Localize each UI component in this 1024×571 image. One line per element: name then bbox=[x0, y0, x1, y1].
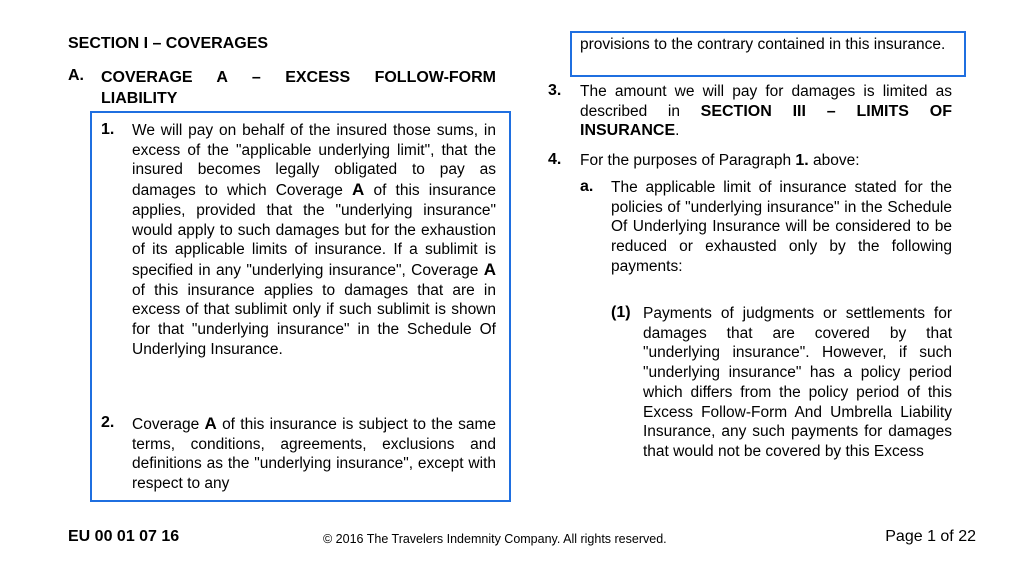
coverage-title-line1: COVERAGE A – EXCESS FOLLOW-FORM bbox=[101, 69, 496, 86]
item-number-a: a. bbox=[580, 178, 594, 195]
item-number-1: 1. bbox=[101, 121, 115, 138]
item-number-2: 2. bbox=[101, 414, 115, 431]
item-2-text bbox=[132, 414, 496, 494]
item-1-text-part: of this insurance applies, provided that the "underlying insurance" would apply to such damages but for the exhaustion of its applicable limits of insurance. If a sublimit is specified in any "underlying insurance", Coverage bbox=[132, 182, 496, 279]
item-3-text-part: . bbox=[675, 122, 680, 140]
item-number-1-paren: (1) bbox=[611, 304, 631, 321]
item-1-text bbox=[132, 121, 496, 359]
item-4-text bbox=[580, 151, 952, 171]
form-id: EU 00 01 07 16 bbox=[68, 528, 180, 545]
coverage-title-line2: LIABILITY bbox=[101, 90, 178, 107]
item-3-text-part: The amount we will pay for damages is limited as described in bbox=[580, 83, 952, 120]
item-1-paren-text: Payments of judgments or settlements for damages that are covered by that "underlying insurance". However, if such "underlying insurance" has a policy period which differs from the policy period of this Excess Follow-Form And Umbrella Liability Insurance, any such payments for damages that would not be covered by this Excess bbox=[643, 305, 952, 460]
item-1-text-part: of this insurance applies to damages that are in excess of that sublimit only if such sublimit is shown for that "underlying insurance" in the Schedule Of Underlying Insurance. bbox=[132, 281, 496, 358]
coverage-letter: A. bbox=[68, 67, 84, 84]
item-3-text bbox=[580, 82, 952, 141]
item-2-text-part: of this insurance is subject to the same terms, conditions, agreements, exclusions and definitions as the "underlying insurance", except with respect to any bbox=[132, 416, 497, 493]
continued-text: provisions to the contrary contained in this insurance. bbox=[580, 36, 946, 53]
item-number-3: 3. bbox=[548, 82, 562, 99]
copyright: © 2016 The Travelers Indemnity Company. All rights reserved. bbox=[323, 532, 667, 546]
item-4-text-part: For the purposes of Paragraph bbox=[580, 152, 796, 169]
item-2-bold-a: A bbox=[204, 414, 217, 433]
item-number-4: 4. bbox=[548, 151, 562, 168]
item-1-bold-a: A bbox=[483, 259, 496, 279]
item-1-text-part: We will pay on behalf of the insured those sums, in excess of the "applicable underlying limit", that the insured becomes legally obligated to pay as damages to which Coverage bbox=[132, 122, 496, 200]
item-a-text: The applicable limit of insurance stated for the policies of "underlying insurance" in the Schedule Of Underlying Insurance will be considered to be reduced or exhausted only by the following payments: bbox=[611, 179, 952, 275]
page-number: Page 1 of 22 bbox=[885, 528, 976, 545]
paragraph-reference: 1. bbox=[795, 152, 809, 169]
item-4-text-part: above: bbox=[808, 152, 860, 169]
section-reference: SECTION III – LIMITS OF INSURANCE bbox=[580, 102, 952, 140]
item-2-text-part: Coverage bbox=[132, 416, 205, 433]
section-title: SECTION I – COVERAGES bbox=[68, 35, 269, 52]
item-1-bold-a: A bbox=[352, 180, 365, 200]
coverage-title bbox=[101, 67, 496, 109]
